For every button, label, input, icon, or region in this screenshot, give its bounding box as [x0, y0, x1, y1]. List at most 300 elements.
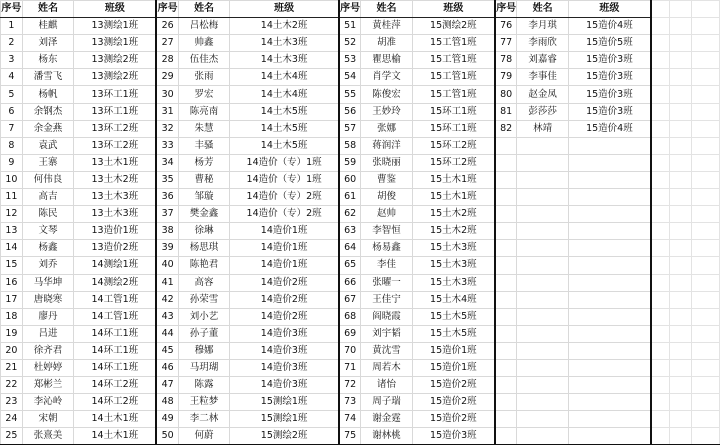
student-name-cell[interactable]: 杨鑫 — [22, 240, 73, 257]
row-number-cell[interactable]: 6 — [1, 103, 23, 120]
empty-cell[interactable] — [691, 257, 719, 274]
empty-cell[interactable] — [669, 120, 691, 137]
class-name-cell[interactable]: 13土木2班 — [74, 171, 157, 188]
row-number-cell[interactable]: 66 — [339, 274, 361, 291]
empty-cell[interactable] — [691, 35, 719, 52]
class-name-cell[interactable]: 13土木1班 — [74, 154, 157, 171]
row-number-cell[interactable]: 40 — [156, 257, 178, 274]
class-name-cell[interactable] — [568, 257, 651, 274]
student-name-cell[interactable]: 周子瑞 — [361, 394, 412, 411]
empty-cell[interactable] — [691, 342, 719, 359]
row-number-cell[interactable]: 23 — [1, 394, 23, 411]
class-name-cell[interactable] — [568, 342, 651, 359]
student-name-cell[interactable]: 余金燕 — [22, 120, 73, 137]
row-number-cell[interactable]: 25 — [1, 428, 23, 445]
student-name-cell[interactable]: 丰骚 — [178, 137, 229, 154]
student-name-cell[interactable]: 谢金霆 — [361, 411, 412, 428]
class-name-cell[interactable] — [568, 428, 651, 445]
class-name-cell[interactable]: 15造价4班 — [568, 18, 651, 35]
student-name-cell[interactable]: 王佳宁 — [361, 291, 412, 308]
row-number-cell[interactable] — [495, 342, 517, 359]
student-name-cell[interactable]: 陈露 — [178, 377, 229, 394]
student-name-cell[interactable]: 杨易鑫 — [361, 240, 412, 257]
empty-cell[interactable] — [651, 240, 669, 257]
row-number-cell[interactable] — [495, 411, 517, 428]
row-number-cell[interactable]: 16 — [1, 274, 23, 291]
student-name-cell[interactable] — [517, 137, 568, 154]
row-number-cell[interactable] — [495, 308, 517, 325]
empty-cell[interactable] — [651, 394, 669, 411]
class-name-cell[interactable]: 15环工2班 — [412, 154, 495, 171]
row-number-cell[interactable]: 3 — [1, 52, 23, 69]
class-name-cell[interactable]: 15造价3班 — [568, 86, 651, 103]
empty-cell[interactable] — [651, 171, 669, 188]
student-name-cell[interactable]: 孙子董 — [178, 325, 229, 342]
student-name-cell[interactable]: 何伟良 — [22, 171, 73, 188]
row-number-cell[interactable]: 20 — [1, 342, 23, 359]
empty-cell[interactable] — [691, 1, 719, 18]
student-name-cell[interactable]: 吕松梅 — [178, 18, 229, 35]
student-name-cell[interactable]: 陈艳君 — [178, 257, 229, 274]
student-name-cell[interactable]: 王粒梦 — [178, 394, 229, 411]
student-name-cell[interactable]: 李佳 — [361, 257, 412, 274]
class-name-cell[interactable]: 13土木3班 — [74, 206, 157, 223]
empty-cell[interactable] — [669, 206, 691, 223]
empty-cell[interactable] — [651, 428, 669, 445]
row-number-cell[interactable]: 75 — [339, 428, 361, 445]
student-name-cell[interactable]: 陈民 — [22, 206, 73, 223]
empty-cell[interactable] — [691, 291, 719, 308]
row-number-cell[interactable]: 18 — [1, 308, 23, 325]
student-name-cell[interactable]: 胡俊 — [361, 189, 412, 206]
row-number-cell[interactable]: 68 — [339, 308, 361, 325]
student-name-cell[interactable]: 朱慧 — [178, 120, 229, 137]
row-number-cell[interactable]: 64 — [339, 240, 361, 257]
empty-cell[interactable] — [691, 18, 719, 35]
row-number-cell[interactable]: 19 — [1, 325, 23, 342]
row-number-cell[interactable]: 74 — [339, 411, 361, 428]
student-name-cell[interactable]: 赵帅 — [361, 206, 412, 223]
empty-cell[interactable] — [691, 120, 719, 137]
class-name-cell[interactable]: 15造价3班 — [412, 428, 495, 445]
row-number-cell[interactable]: 39 — [156, 240, 178, 257]
class-name-cell[interactable]: 15工管1班 — [412, 52, 495, 69]
row-number-cell[interactable]: 21 — [1, 359, 23, 376]
student-name-cell[interactable]: 阎晓霞 — [361, 308, 412, 325]
class-name-cell[interactable]: 15土木3班 — [412, 257, 495, 274]
row-number-cell[interactable]: 46 — [156, 359, 178, 376]
class-name-cell[interactable]: 14土木4班 — [230, 69, 339, 86]
empty-cell[interactable] — [651, 325, 669, 342]
student-name-cell[interactable] — [517, 274, 568, 291]
student-name-cell[interactable]: 彭莎莎 — [517, 103, 568, 120]
class-name-cell[interactable]: 13环工1班 — [74, 103, 157, 120]
class-name-cell[interactable]: 14造价（专）1班 — [230, 171, 339, 188]
empty-cell[interactable] — [669, 189, 691, 206]
row-number-cell[interactable]: 59 — [339, 154, 361, 171]
class-name-cell[interactable] — [568, 154, 651, 171]
row-number-cell[interactable]: 55 — [339, 86, 361, 103]
row-number-cell[interactable]: 29 — [156, 69, 178, 86]
empty-cell[interactable] — [669, 35, 691, 52]
class-name-cell[interactable] — [568, 308, 651, 325]
row-number-cell[interactable]: 41 — [156, 274, 178, 291]
row-number-cell[interactable] — [495, 223, 517, 240]
row-number-cell[interactable] — [495, 359, 517, 376]
class-name-cell[interactable]: 14土木5班 — [230, 137, 339, 154]
empty-cell[interactable] — [651, 223, 669, 240]
student-name-cell[interactable]: 马华坤 — [22, 274, 73, 291]
student-name-cell[interactable]: 高吉 — [22, 189, 73, 206]
row-number-cell[interactable] — [495, 325, 517, 342]
empty-cell[interactable] — [691, 359, 719, 376]
class-name-cell[interactable]: 14造价（专）2班 — [230, 206, 339, 223]
student-name-cell[interactable] — [517, 411, 568, 428]
row-number-cell[interactable]: 60 — [339, 171, 361, 188]
empty-cell[interactable] — [669, 69, 691, 86]
class-name-cell[interactable]: 15环工1班 — [412, 103, 495, 120]
row-number-cell[interactable]: 30 — [156, 86, 178, 103]
student-name-cell[interactable]: 高容 — [178, 274, 229, 291]
class-name-cell[interactable]: 15造价2班 — [412, 411, 495, 428]
student-name-cell[interactable]: 曹秘 — [178, 171, 229, 188]
student-name-cell[interactable]: 吕进 — [22, 325, 73, 342]
student-name-cell[interactable]: 张娜 — [361, 120, 412, 137]
row-number-cell[interactable] — [495, 428, 517, 445]
student-name-cell[interactable]: 张曜一 — [361, 274, 412, 291]
row-number-cell[interactable]: 10 — [1, 171, 23, 188]
student-name-cell[interactable]: 肖学文 — [361, 69, 412, 86]
class-name-cell[interactable]: 15环工1班 — [412, 120, 495, 137]
class-name-cell[interactable] — [568, 171, 651, 188]
student-name-cell[interactable]: 瞿思榆 — [361, 52, 412, 69]
class-name-cell[interactable]: 14环工1班 — [74, 342, 157, 359]
row-number-cell[interactable]: 61 — [339, 189, 361, 206]
class-name-cell[interactable]: 15测绘1班 — [230, 411, 339, 428]
empty-cell[interactable] — [669, 52, 691, 69]
student-name-cell[interactable] — [517, 171, 568, 188]
row-number-cell[interactable]: 15 — [1, 257, 23, 274]
student-name-cell[interactable]: 蒋润洋 — [361, 137, 412, 154]
row-number-cell[interactable]: 32 — [156, 120, 178, 137]
class-name-cell[interactable] — [568, 325, 651, 342]
class-name-cell[interactable]: 15造价5班 — [568, 35, 651, 52]
class-name-cell[interactable]: 13造价1班 — [74, 223, 157, 240]
empty-cell[interactable] — [669, 377, 691, 394]
row-number-cell[interactable]: 69 — [339, 325, 361, 342]
student-name-cell[interactable]: 孙荣雪 — [178, 291, 229, 308]
empty-cell[interactable] — [669, 240, 691, 257]
empty-cell[interactable] — [691, 308, 719, 325]
class-name-cell[interactable]: 14土木1班 — [74, 411, 157, 428]
row-number-cell[interactable]: 45 — [156, 342, 178, 359]
class-name-cell[interactable]: 14造价1班 — [230, 223, 339, 240]
row-number-cell[interactable]: 63 — [339, 223, 361, 240]
empty-cell[interactable] — [651, 137, 669, 154]
class-name-cell[interactable]: 15土木5班 — [412, 325, 495, 342]
row-number-cell[interactable]: 42 — [156, 291, 178, 308]
class-name-cell[interactable]: 13测绘1班 — [74, 35, 157, 52]
row-number-cell[interactable]: 50 — [156, 428, 178, 445]
empty-cell[interactable] — [651, 154, 669, 171]
row-number-cell[interactable] — [495, 137, 517, 154]
student-name-cell[interactable] — [517, 394, 568, 411]
class-name-cell[interactable]: 14造价2班 — [230, 291, 339, 308]
row-number-cell[interactable] — [495, 206, 517, 223]
student-name-cell[interactable]: 郑彬兰 — [22, 377, 73, 394]
empty-cell[interactable] — [651, 189, 669, 206]
class-name-cell[interactable]: 14造价2班 — [230, 274, 339, 291]
empty-cell[interactable] — [651, 86, 669, 103]
class-name-cell[interactable]: 14工管1班 — [74, 308, 157, 325]
row-number-cell[interactable]: 22 — [1, 377, 23, 394]
student-name-cell[interactable]: 林靖 — [517, 120, 568, 137]
class-name-cell[interactable]: 14土木5班 — [230, 103, 339, 120]
row-number-cell[interactable]: 82 — [495, 120, 517, 137]
row-number-cell[interactable]: 26 — [156, 18, 178, 35]
class-name-cell[interactable] — [568, 411, 651, 428]
empty-cell[interactable] — [691, 377, 719, 394]
student-name-cell[interactable]: 谢林桃 — [361, 428, 412, 445]
row-number-cell[interactable] — [495, 240, 517, 257]
class-name-cell[interactable]: 15造价2班 — [412, 377, 495, 394]
student-name-cell[interactable]: 曹鉴 — [361, 171, 412, 188]
class-name-cell[interactable]: 15造价3班 — [568, 52, 651, 69]
row-number-cell[interactable]: 17 — [1, 291, 23, 308]
class-name-cell[interactable] — [568, 137, 651, 154]
student-name-cell[interactable]: 李事佳 — [517, 69, 568, 86]
row-number-cell[interactable]: 51 — [339, 18, 361, 35]
row-number-cell[interactable]: 2 — [1, 35, 23, 52]
row-number-cell[interactable]: 78 — [495, 52, 517, 69]
student-name-cell[interactable] — [517, 342, 568, 359]
empty-cell[interactable] — [651, 52, 669, 69]
row-number-cell[interactable]: 34 — [156, 154, 178, 171]
row-number-cell[interactable]: 8 — [1, 137, 23, 154]
class-name-cell[interactable]: 14土木2班 — [230, 18, 339, 35]
row-number-cell[interactable]: 5 — [1, 86, 23, 103]
row-number-cell[interactable]: 1 — [1, 18, 23, 35]
class-name-cell[interactable]: 14造价3班 — [230, 359, 339, 376]
empty-cell[interactable] — [691, 69, 719, 86]
row-number-cell[interactable]: 27 — [156, 35, 178, 52]
student-name-cell[interactable]: 张晓丽 — [361, 154, 412, 171]
row-number-cell[interactable]: 4 — [1, 69, 23, 86]
empty-cell[interactable] — [651, 291, 669, 308]
row-number-cell[interactable]: 77 — [495, 35, 517, 52]
class-name-cell[interactable]: 13环工2班 — [74, 137, 157, 154]
empty-cell[interactable] — [691, 223, 719, 240]
class-name-cell[interactable]: 14工管1班 — [74, 291, 157, 308]
student-name-cell[interactable]: 李二林 — [178, 411, 229, 428]
row-number-cell[interactable]: 54 — [339, 69, 361, 86]
class-name-cell[interactable]: 13测绘2班 — [74, 69, 157, 86]
row-number-cell[interactable]: 33 — [156, 137, 178, 154]
student-name-cell[interactable]: 唐晓寒 — [22, 291, 73, 308]
student-name-cell[interactable] — [517, 240, 568, 257]
class-name-cell[interactable] — [568, 223, 651, 240]
empty-cell[interactable] — [691, 103, 719, 120]
student-name-cell[interactable]: 余钢杰 — [22, 103, 73, 120]
student-name-cell[interactable]: 李智恒 — [361, 223, 412, 240]
row-number-cell[interactable]: 12 — [1, 206, 23, 223]
empty-cell[interactable] — [669, 325, 691, 342]
empty-cell[interactable] — [651, 411, 669, 428]
empty-cell[interactable] — [651, 206, 669, 223]
student-name-cell[interactable]: 罗宏 — [178, 86, 229, 103]
row-number-cell[interactable]: 43 — [156, 308, 178, 325]
row-number-cell[interactable]: 44 — [156, 325, 178, 342]
row-number-cell[interactable]: 47 — [156, 377, 178, 394]
row-number-cell[interactable] — [495, 154, 517, 171]
class-name-cell[interactable]: 14造价3班 — [230, 325, 339, 342]
row-number-cell[interactable] — [495, 377, 517, 394]
class-name-cell[interactable]: 13环工1班 — [74, 86, 157, 103]
row-number-cell[interactable] — [495, 189, 517, 206]
class-name-cell[interactable]: 15造价4班 — [568, 120, 651, 137]
class-name-cell[interactable]: 15工管1班 — [412, 69, 495, 86]
row-number-cell[interactable]: 76 — [495, 18, 517, 35]
class-name-cell[interactable]: 15造价3班 — [568, 103, 651, 120]
row-number-cell[interactable]: 28 — [156, 52, 178, 69]
student-name-cell[interactable]: 刘宇韬 — [361, 325, 412, 342]
class-name-cell[interactable] — [568, 359, 651, 376]
empty-cell[interactable] — [651, 274, 669, 291]
class-name-cell[interactable]: 14土木3班 — [230, 52, 339, 69]
class-name-cell[interactable]: 14造价（专）2班 — [230, 189, 339, 206]
student-name-cell[interactable]: 杨东 — [22, 52, 73, 69]
student-name-cell[interactable]: 陈亮南 — [178, 103, 229, 120]
class-name-cell[interactable]: 15工管1班 — [412, 35, 495, 52]
class-name-cell[interactable] — [568, 377, 651, 394]
empty-cell[interactable] — [669, 291, 691, 308]
student-name-cell[interactable]: 宋朝 — [22, 411, 73, 428]
empty-cell[interactable] — [669, 1, 691, 18]
row-number-cell[interactable]: 24 — [1, 411, 23, 428]
row-number-cell[interactable]: 37 — [156, 206, 178, 223]
row-number-cell[interactable]: 57 — [339, 120, 361, 137]
empty-cell[interactable] — [651, 103, 669, 120]
row-number-cell[interactable] — [495, 291, 517, 308]
student-name-cell[interactable]: 伍佳杰 — [178, 52, 229, 69]
empty-cell[interactable] — [669, 103, 691, 120]
row-number-cell[interactable]: 58 — [339, 137, 361, 154]
student-name-cell[interactable]: 李雨欣 — [517, 35, 568, 52]
empty-cell[interactable] — [669, 86, 691, 103]
class-name-cell[interactable] — [568, 291, 651, 308]
class-name-cell[interactable]: 14环工2班 — [74, 377, 157, 394]
class-name-cell[interactable]: 13造价2班 — [74, 240, 157, 257]
empty-cell[interactable] — [691, 189, 719, 206]
row-number-cell[interactable] — [495, 274, 517, 291]
row-number-cell[interactable]: 14 — [1, 240, 23, 257]
student-name-cell[interactable]: 徐琳 — [178, 223, 229, 240]
row-number-cell[interactable]: 49 — [156, 411, 178, 428]
student-name-cell[interactable]: 王妙玲 — [361, 103, 412, 120]
student-name-cell[interactable]: 穆娜 — [178, 342, 229, 359]
student-name-cell[interactable]: 刘嘉睿 — [517, 52, 568, 69]
student-name-cell[interactable]: 胡准 — [361, 35, 412, 52]
class-name-cell[interactable]: 13环工2班 — [74, 120, 157, 137]
row-number-cell[interactable]: 36 — [156, 189, 178, 206]
class-name-cell[interactable]: 15造价3班 — [568, 69, 651, 86]
student-name-cell[interactable]: 诸怡 — [361, 377, 412, 394]
class-name-cell[interactable]: 14造价（专）1班 — [230, 154, 339, 171]
student-name-cell[interactable]: 邹璇 — [178, 189, 229, 206]
row-number-cell[interactable]: 38 — [156, 223, 178, 240]
row-number-cell[interactable]: 9 — [1, 154, 23, 171]
class-name-cell[interactable]: 15土木1班 — [412, 189, 495, 206]
student-name-cell[interactable]: 何蔚 — [178, 428, 229, 445]
row-number-cell[interactable]: 70 — [339, 342, 361, 359]
class-name-cell[interactable]: 15土木5班 — [412, 308, 495, 325]
empty-cell[interactable] — [691, 428, 719, 445]
student-name-cell[interactable] — [517, 257, 568, 274]
student-name-cell[interactable] — [517, 206, 568, 223]
student-name-cell[interactable]: 樊金鑫 — [178, 206, 229, 223]
row-number-cell[interactable]: 80 — [495, 86, 517, 103]
empty-cell[interactable] — [669, 154, 691, 171]
student-name-cell[interactable] — [517, 189, 568, 206]
empty-cell[interactable] — [669, 18, 691, 35]
student-name-cell[interactable]: 廖丹 — [22, 308, 73, 325]
class-name-cell[interactable]: 14环工2班 — [74, 394, 157, 411]
class-name-cell[interactable]: 14造价2班 — [230, 308, 339, 325]
row-number-cell[interactable]: 35 — [156, 171, 178, 188]
empty-cell[interactable] — [651, 69, 669, 86]
student-name-cell[interactable]: 赵金凤 — [517, 86, 568, 103]
empty-cell[interactable] — [669, 359, 691, 376]
class-name-cell[interactable]: 15测绘2班 — [230, 428, 339, 445]
class-name-cell[interactable] — [568, 274, 651, 291]
empty-cell[interactable] — [691, 137, 719, 154]
row-number-cell[interactable]: 71 — [339, 359, 361, 376]
student-name-cell[interactable]: 刘泽 — [22, 35, 73, 52]
row-number-cell[interactable]: 73 — [339, 394, 361, 411]
class-name-cell[interactable]: 15造价1班 — [412, 342, 495, 359]
class-name-cell[interactable]: 14测绘2班 — [74, 274, 157, 291]
student-name-cell[interactable]: 帅鑫 — [178, 35, 229, 52]
empty-cell[interactable] — [669, 223, 691, 240]
student-name-cell[interactable]: 刘乔 — [22, 257, 73, 274]
student-name-cell[interactable]: 黄桂萍 — [361, 18, 412, 35]
student-name-cell[interactable]: 李沁岭 — [22, 394, 73, 411]
row-number-cell[interactable]: 65 — [339, 257, 361, 274]
student-name-cell[interactable]: 徐齐君 — [22, 342, 73, 359]
row-number-cell[interactable]: 81 — [495, 103, 517, 120]
empty-cell[interactable] — [651, 1, 669, 18]
empty-cell[interactable] — [691, 171, 719, 188]
empty-cell[interactable] — [669, 342, 691, 359]
class-name-cell[interactable]: 15土木4班 — [412, 291, 495, 308]
empty-cell[interactable] — [691, 394, 719, 411]
class-name-cell[interactable]: 14造价1班 — [230, 257, 339, 274]
row-number-cell[interactable]: 72 — [339, 377, 361, 394]
empty-cell[interactable] — [691, 240, 719, 257]
row-number-cell[interactable]: 79 — [495, 69, 517, 86]
student-name-cell[interactable]: 文琴 — [22, 223, 73, 240]
empty-cell[interactable] — [669, 394, 691, 411]
class-name-cell[interactable]: 13测绘2班 — [74, 52, 157, 69]
student-name-cell[interactable]: 周若木 — [361, 359, 412, 376]
row-number-cell[interactable]: 7 — [1, 120, 23, 137]
empty-cell[interactable] — [651, 377, 669, 394]
row-number-cell[interactable] — [495, 394, 517, 411]
row-number-cell[interactable] — [495, 257, 517, 274]
empty-cell[interactable] — [651, 257, 669, 274]
student-name-cell[interactable] — [517, 291, 568, 308]
empty-cell[interactable] — [691, 325, 719, 342]
